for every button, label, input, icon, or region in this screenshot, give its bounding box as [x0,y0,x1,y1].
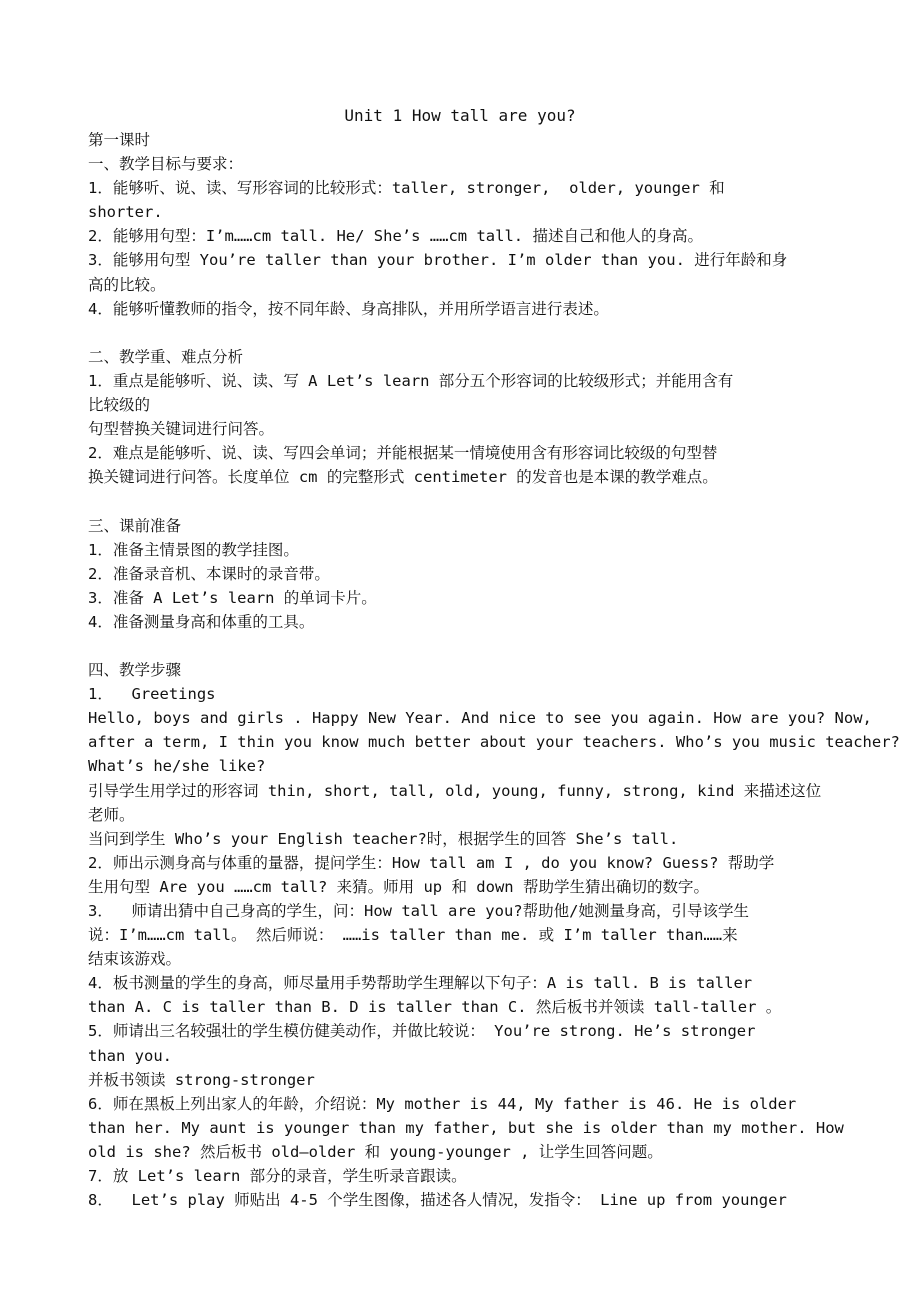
text-line: 2．准备录音机、本课时的录音带。 [88,564,330,583]
text-line: 3．能够用句型 You’re taller than your brother. I’m older than you. 进行年龄和身 [88,251,788,270]
blank-line [88,489,920,513]
text-line: 四、教学步骤 [88,661,182,680]
text-line: after a term, I thin you know much better about your teachers. Who’s you music teacher? [88,733,900,752]
text-line: than her. My aunt is younger than my father, but she is older than my mother. How [88,1118,844,1137]
text-line: 当问到学生 Who’s your English teacher?时，根据学生的回答 She’s tall. [88,829,679,848]
text-line: 6．师在黑板上列出家人的年龄，介绍说：My mother is 44, My father is 46. He is older [88,1094,797,1113]
text-line: 2．能够用句型：I’m……cm tall. He/ She’s ……cm tall. 描述自己和他人的身高。 [88,227,703,246]
text-line: 4．能够听懂教师的指令，按不同年龄、身高排队，并用所学语言进行表述。 [88,299,609,318]
text-line: 5．师请出三名较强壮的学生模仿健美动作，并做比较说： You’re strong. He’s stronger [88,1022,756,1041]
text-line: 第一课时 [88,131,151,149]
text-line: 三、课前准备 [88,516,182,535]
text-line: What’s he/she like? [88,757,266,776]
text-line: 8． Let’s play 师贴出 4-5 个学生图像，描述各人情况，发指令： Line up from younger [88,1191,787,1210]
text-line: 说：I’m……cm tall。 然后师说： ……is taller than me. 或 I’m taller than……来 [88,926,738,945]
text-line: 1．重点是能够听、说、读、写 A Let’s learn 部分五个形容词的比较级形式；并能用含有 [88,371,734,390]
text-line: 3． 师请出猜中自己身高的学生，问：How tall are you?帮助他/她测量身高，引导该学生 [88,902,749,920]
document-title: Unit 1 How tall are you? [344,106,576,125]
blank-line [88,634,920,658]
text-line: 老师。 [88,805,135,824]
text-line: 4．板书测量的学生的身高，师尽量用手势帮助学生理解以下句子：A is tall. B is taller [88,974,753,993]
text-line: 高的比较。 [88,275,166,294]
text-line: than A. C is taller than B. D is taller than C. 然后板书并领读 tall-taller 。 [88,998,782,1017]
text-line: 二、教学重、难点分析 [88,347,244,366]
text-line: than you. [88,1046,172,1065]
blank-line [88,321,920,345]
text-line: 1． Greetings [88,685,216,704]
document-body [88,128,920,1212]
text-line: Hello, boys and girls . Happy New Year. And nice to see you again. How are you? Now, [88,709,872,728]
text-line: 1．能够听、说、读、写形容词的比较形式：taller, stronger, older, younger 和 [88,179,725,198]
text-line: 句型替换关键词进行问答。 [88,420,275,439]
text-line: 2．师出示测身高与体重的量器，提问学生：How tall am I , do you know? Guess? 帮助学 [88,853,775,872]
text-line: old is she? 然后板书 old—older 和 young-younger , 让学生回答问题。 [88,1142,663,1161]
text-line: 引导学生用学过的形容词 thin, short, tall, old, young, funny, strong, kind 来描述这位 [88,781,822,800]
text-line: 7．放 Let’s learn 部分的录音，学生听录音跟读。 [88,1167,467,1186]
text-line: 1．准备主情景图的教学挂图。 [88,540,299,559]
text-line: 3．准备 A Let’s learn 的单词卡片。 [88,588,377,607]
text-line: 结束该游戏。 [88,950,182,969]
text-line: 比较级的 [88,396,151,415]
text-line: 并板书领读 strong-stronger [88,1070,315,1089]
text-line: 4．准备测量身高和体重的工具。 [88,612,315,631]
text-line: 一、教学目标与要求： [88,155,244,174]
text-line: 换关键词进行问答。长度单位 cm 的完整形式 centimeter 的发音也是本课的教学难点。 [88,468,718,487]
text-line: shorter. [88,203,163,222]
text-line: 2．难点是能够听、说、读、写四会单词；并能根据某一情境使用含有形容词比较级的句型替 [88,444,718,463]
text-line: 生用句型 Are you ……cm tall? 来猜。师用 up 和 down 帮助学生猜出确切的数字。 [88,877,709,896]
